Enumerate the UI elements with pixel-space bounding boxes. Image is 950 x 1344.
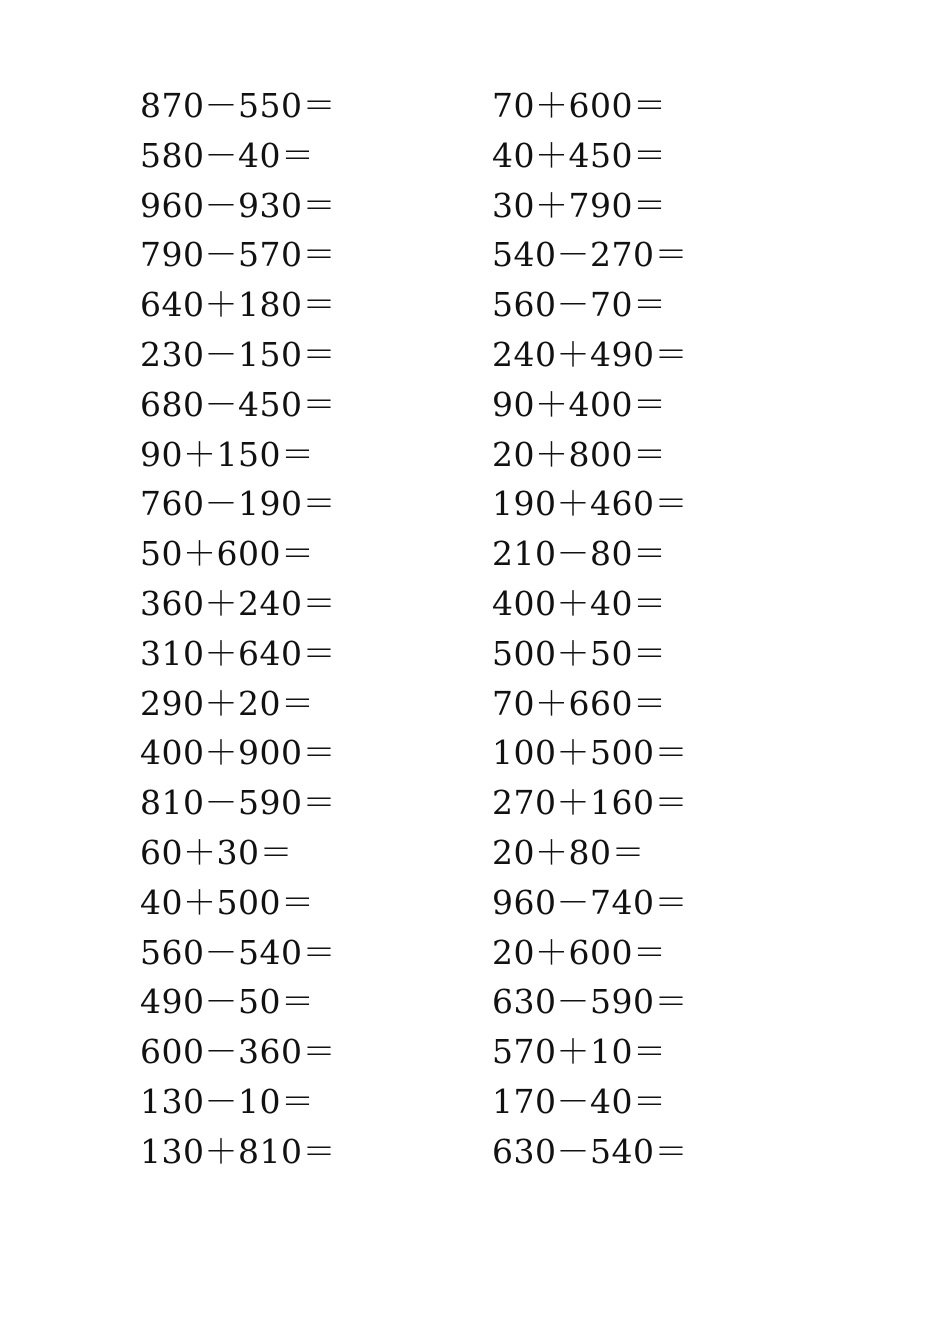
problem-item: 130＋810＝ <box>140 1131 336 1171</box>
problem-item: 570＋10＝ <box>492 1032 667 1072</box>
problem-item: 230－150＝ <box>140 334 336 374</box>
problem-item: 540－270＝ <box>492 235 688 275</box>
problem-item: 960－740＝ <box>492 882 688 922</box>
problem-item: 600－360＝ <box>140 1032 336 1072</box>
problem-item: 500＋50＝ <box>492 633 667 673</box>
problem-item: 400＋40＝ <box>492 583 667 623</box>
problem-item: 760－190＝ <box>140 484 336 524</box>
problem-item: 130－10＝ <box>140 1081 315 1121</box>
problem-item: 870－550＝ <box>140 86 336 125</box>
problem-item: 40＋500＝ <box>140 882 315 922</box>
problem-item: 580－40＝ <box>140 135 315 175</box>
problem-item: 40＋450＝ <box>492 135 667 175</box>
problem-item: 360＋240＝ <box>140 583 336 623</box>
problem-item: 20＋80＝ <box>492 832 645 872</box>
problem-item: 90＋400＝ <box>492 384 667 424</box>
problem-item: 270＋160＝ <box>492 783 688 823</box>
problem-item: 680－450＝ <box>140 384 336 424</box>
problem-item: 560－70＝ <box>492 285 667 325</box>
problem-item: 490－50＝ <box>140 982 315 1022</box>
problem-item: 90＋150＝ <box>140 434 315 474</box>
left-problem-column <box>140 81 470 1177</box>
problem-item: 400＋900＝ <box>140 733 336 773</box>
problem-item: 190＋460＝ <box>492 484 688 524</box>
problem-item: 640＋180＝ <box>140 285 336 325</box>
problem-item: 20＋800＝ <box>492 434 667 474</box>
problem-item: 20＋600＝ <box>492 932 667 972</box>
problem-item: 310＋640＝ <box>140 633 336 673</box>
problem-item: 240＋490＝ <box>492 334 688 374</box>
right-problem-column <box>492 81 822 1177</box>
problem-item: 810－590＝ <box>140 783 336 823</box>
problem-item: 560－540＝ <box>140 932 336 972</box>
problem-item: 60＋30＝ <box>140 832 293 872</box>
problem-item: 170－40＝ <box>492 1081 667 1121</box>
problem-item: 790－570＝ <box>140 235 336 275</box>
problem-item: 290＋20＝ <box>140 683 315 723</box>
problem-item: 100＋500＝ <box>492 733 688 773</box>
problem-item: 70＋600＝ <box>492 86 667 125</box>
problem-item: 70＋660＝ <box>492 683 667 723</box>
problem-item: 30＋790＝ <box>492 185 667 225</box>
problem-item: 50＋600＝ <box>140 534 315 574</box>
problem-item: 210－80＝ <box>492 534 667 574</box>
problem-item: 630－540＝ <box>492 1131 688 1171</box>
problem-item: 960－930＝ <box>140 185 336 225</box>
problem-item: 630－590＝ <box>492 982 688 1022</box>
